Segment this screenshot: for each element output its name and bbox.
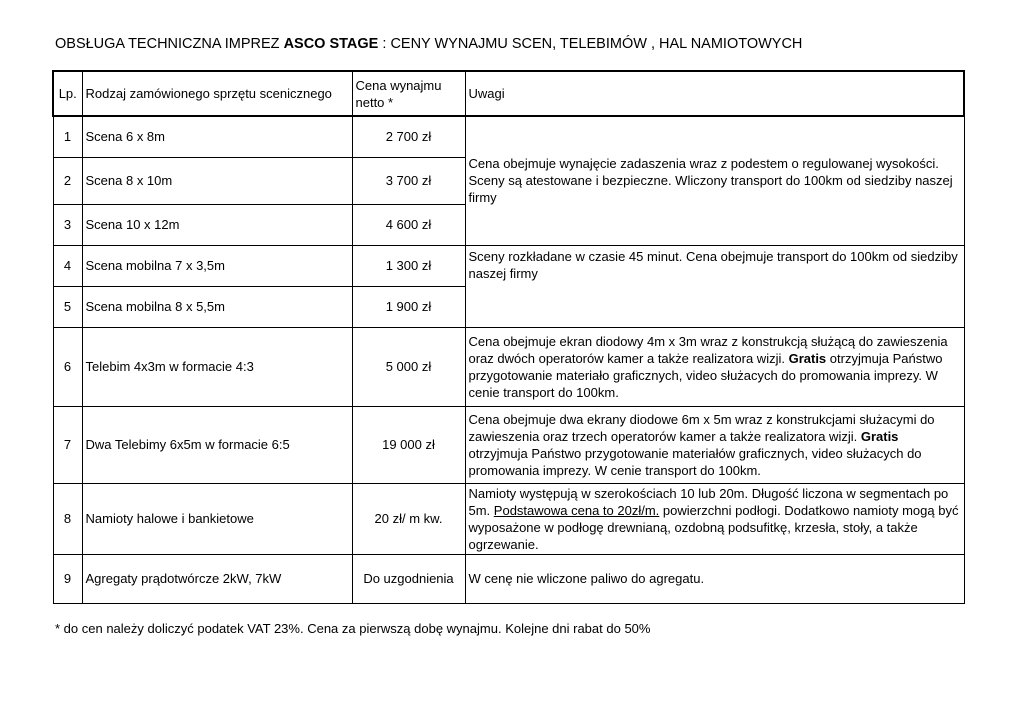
note-gratis: Gratis <box>788 350 827 366</box>
note-generators: W cenę nie wliczone paliwo do agregatu. <box>465 554 964 603</box>
row-item: Scena mobilna 8 x 5,5m <box>82 286 352 327</box>
row-lp: 1 <box>53 116 82 157</box>
table-row <box>53 245 964 286</box>
row-lp: 8 <box>53 483 82 554</box>
title-text-rest: : CENY WYNAJMU SCEN, TELEBIMÓW , HAL NAMIOTOWYCH <box>378 36 803 52</box>
note-two-telebims <box>465 406 964 483</box>
header-notes: Uwagi <box>465 71 964 116</box>
price-table <box>52 70 965 604</box>
row-item: Telebim 4x3m w formacie 4:3 <box>82 327 352 406</box>
header-price: Cena wynajmu netto * <box>352 71 465 116</box>
table-header-row <box>53 71 964 116</box>
row-price: 4 600 zł <box>352 204 465 245</box>
row-lp: 7 <box>53 406 82 483</box>
title-brand: ASCO STAGE <box>283 36 379 52</box>
table-row <box>53 116 964 157</box>
row-price: 20 zł/ m kw. <box>352 483 465 554</box>
note-base-price: Podstawowa cena to 20zł/m. <box>493 502 660 518</box>
table-row <box>53 406 964 483</box>
row-item: Scena 8 x 10m <box>82 157 352 204</box>
note-gratis: Gratis <box>860 428 899 444</box>
row-lp: 4 <box>53 245 82 286</box>
row-price: Do uzgodnienia <box>352 554 465 603</box>
table-row <box>53 554 964 603</box>
row-price: 5 000 zł <box>352 327 465 406</box>
row-lp: 6 <box>53 327 82 406</box>
row-price: 1 300 zł <box>352 245 465 286</box>
row-price: 3 700 zł <box>352 157 465 204</box>
table-row <box>53 483 964 554</box>
note-text: Cena obejmuje ekran diodowy 4m x 3m wraz z konstrukcją służącą do zawieszenia oraz dwóch operatorów kamer a także realizatora wizji. <box>468 333 948 366</box>
row-lp: 9 <box>53 554 82 603</box>
note-text: otrzyjmuja Państwo przygotowanie materiało graficznych, video służacych do promowania imprezy. W cenie transport do 100km. <box>468 350 943 400</box>
note-text: powierzchni podłogi. Dodatkowo namioty mogą być wyposażone w podłogę drewnianą, ozdobną podsufitkę, krzesła, stoły, a także ogrzewanie. <box>468 502 959 552</box>
row-price: 1 900 zł <box>352 286 465 327</box>
row-item: Agregaty prądotwórcze 2kW, 7kW <box>82 554 352 603</box>
row-item: Scena 10 x 12m <box>82 204 352 245</box>
note-text: otrzyjmuja Państwo przygotowanie materiałów graficznych, video służacych do promowania imprezy. W cenie transport do 100km. <box>468 445 922 478</box>
title-text: OBSŁUGA TECHNICZNA IMPREZ <box>55 36 284 52</box>
row-lp: 5 <box>53 286 82 327</box>
row-item: Scena 6 x 8m <box>82 116 352 157</box>
row-item: Dwa Telebimy 6x5m w formacie 6:5 <box>82 406 352 483</box>
note-text: Namioty występują w szerokościach 10 lub 20m. Długość liczona w segmentach po 5m. <box>468 485 949 518</box>
row-lp: 3 <box>53 204 82 245</box>
header-item: Rodzaj zamówionego sprzętu scenicznego <box>82 71 352 116</box>
table-row <box>53 327 964 406</box>
row-price: 2 700 zł <box>352 116 465 157</box>
note-tents <box>465 483 964 554</box>
note-mobile: Sceny rozkładane w czasie 45 minut. Cena obejmuje transport do 100km od siedziby naszej firmy <box>465 245 964 327</box>
note-stages: Cena obejmuje wynajęcie zadaszenia wraz z podestem o regulowanej wysokości. Sceny są atestowane i bezpieczne. Wliczony transport do 100km od siedziby naszej firmy <box>465 116 964 245</box>
note-text: Cena obejmuje dwa ekrany diodowe 6m x 5m wraz z konstrukcjami służacymi do zawieszenia oraz trzech operatorów kamer a także realizatora wizji. <box>468 411 935 444</box>
header-lp: Lp. <box>53 71 82 116</box>
row-price: 19 000 zł <box>352 406 465 483</box>
page-title <box>55 36 802 52</box>
note-telebim <box>465 327 964 406</box>
row-lp: 2 <box>53 157 82 204</box>
row-item: Scena mobilna 7 x 3,5m <box>82 245 352 286</box>
footnote: * do cen należy doliczyć podatek VAT 23%. Cena za pierwszą dobę wynajmu. Kolejne dni rabat do 50% <box>55 621 651 636</box>
row-item: Namioty halowe i bankietowe <box>82 483 352 554</box>
